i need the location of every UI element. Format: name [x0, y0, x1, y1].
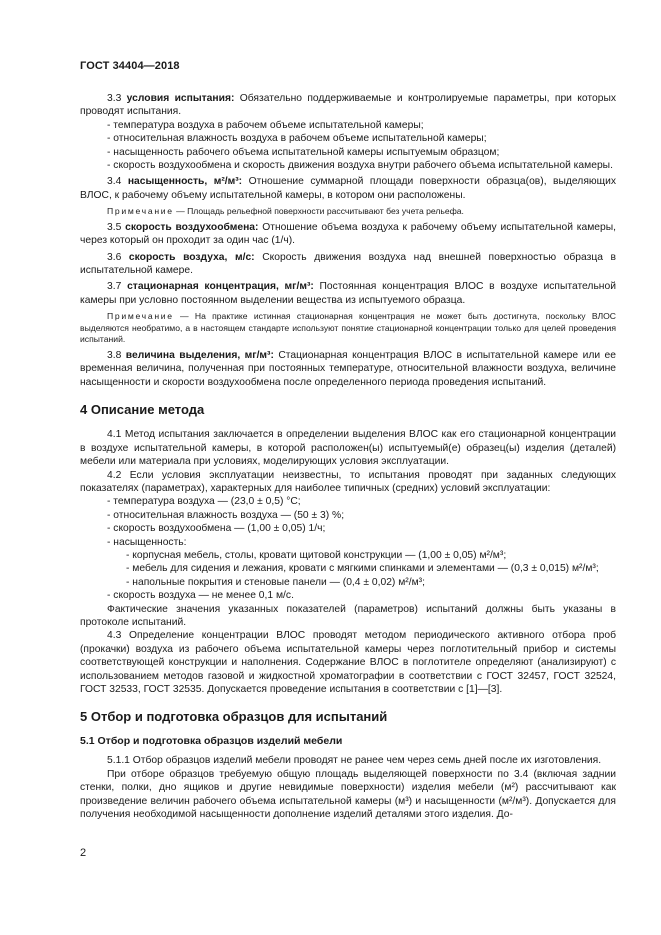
note-1: Примечание — Площадь рельефной поверхности рассчитывают без учета рельефа. — [107, 206, 464, 217]
list-item: - относительная влажность воздуха в рабочем объеме испытательной камеры; — [107, 133, 487, 145]
list-item: - температура воздуха в рабочем объеме испытательной камеры; — [107, 119, 424, 131]
sub-list-item: - корпусная мебель, столы, кровати щитовой конструкции — (1,00 ± 0,05) м²/м³; — [126, 549, 507, 561]
definition-3-5: 3.5 скорость воздухообмена: Отношение объема воздуха к рабочему объему испытательной камеры, через который он проходит за один час (1/ч). — [80, 221, 616, 247]
list-item: - скорость воздухообмена — (1,00 ± 0,05) 1/ч; — [107, 523, 326, 535]
term-3-7: стационарная концентрация, мг/м³: — [127, 281, 314, 293]
sub-list-item: - напольные покрытия и стеновые панели — (0,4 ± 0,02) м²/м³; — [126, 576, 425, 588]
definition-3-7: 3.7 стационарная концентрация, мг/м³: Постоянная концентрация ВЛОС в воздухе испытательной камеры при условно постоянном выделении вещества из испытуемого образца. — [80, 281, 616, 306]
note-2: Примечание — На практике истинная стационарная концентрация не может быть достигнута, поскольку ВЛОС выделяются необратимо, а в настоящем стандарте используют понятие стационарной концентрации только для целей проведения испытаний. — [80, 311, 616, 345]
page-content — [80, 92, 616, 821]
paragraph-4-1: 4.1 Метод испытания заключается в определении выделения ВЛОС как его стационарной концентрации в воздухе испытательной камеры, в которой расположен(ы) испытуемый(е) образец(ы) изделия (деталей) мебели или материала при условиях, моделирующих условия эксплуатации. — [80, 429, 616, 468]
list-item: - температура воздуха — (23,0 ± 0,5) °С; — [107, 496, 301, 508]
paragraph-5-1-1-b: При отборе образцов требуемую общую площадь выделяющей поверхности по 3.4 (включая заднии стенки, полки, дно ящиков и другие невидимые поверхности) изделия мебели (м²) рассчитывают как произведение величин рабочего объема испытательной камеры (м³) и насыщенности (м²/м³). Допускается для получения необходимой насыщенности дополнение изделий деталями этого изделия. До- — [80, 768, 616, 821]
term-3-5: скорость воздухообмена: — [125, 221, 259, 233]
section-5-heading: 5 Отбор и подготовка образцов для испытаний — [80, 709, 388, 725]
sub-list-item: - мебель для сидения и лежания, кровати с мягкими спинками и элементами — (0,3 ± 0,015) м²/м³; — [126, 563, 599, 575]
running-header: ГОСТ 34404—2018 — [80, 60, 180, 72]
section-4-heading: 4 Описание метода — [80, 402, 205, 418]
note-label: Примечание — [107, 206, 174, 217]
definition-3-6: 3.6 скорость воздуха, м/с: Скорость движения воздуха над внешней поверхностью образца в испытательной камере. — [80, 251, 616, 277]
note-label: Примечание — [107, 311, 174, 322]
definition-3-8: 3.8 величина выделения, мг/м³: Стационарная концентрация ВЛОС в испытательной камере или ее временная величина, полученная при постоянных температуре, относительной влажности воздуха, величине насыщенности и скорости воздухообмена после определенного периода проведения испытаний. — [80, 350, 616, 388]
list-item: - скорость воздуха — не менее 0,1 м/с. — [107, 590, 294, 602]
term-3-3: условия испытания: — [126, 93, 235, 104]
paragraph-5-1-1: 5.1.1 Отбор образцов изделий мебели проводят не ранее чем через семь дней после их изготовления. — [107, 755, 602, 767]
paragraph-4-2-end: Фактические значения указанных показателей (параметров) испытаний должны быть указаны в протоколе испытаний. — [80, 603, 616, 628]
list-item: - насыщенность рабочего объема испытательной камеры испытуемым образцом; — [107, 146, 500, 158]
subsection-5-1-heading: 5.1 Отбор и подготовка образцов изделий мебели — [80, 735, 343, 748]
definition-3-4: 3.4 насыщенность, м²/м³: Отношение суммарной площади поверхности образца(ов), выделяющих ВЛОС, к рабочему объему испытательной камеры, в котором они расположены. — [80, 176, 616, 201]
term-3-4: насыщенность, м²/м³: — [127, 176, 243, 188]
list-item: - относительная влажность воздуха — (50 ± 3) %; — [107, 509, 345, 521]
term-3-8: величина выделения, мг/м³: — [125, 350, 274, 362]
list-item: - скорость воздухообмена и скорость движения воздуха внутри рабочего объема испытательной камеры. — [107, 160, 613, 172]
term-3-6: скорость воздуха, м/с: — [128, 251, 255, 263]
paragraph-4-3: 4.3 Определение концентрации ВЛОС проводят методом периодического активного отбора проб (прокачки) воздуха из рабочего объема испытательной камеры через поглотительный прибор и системы соответствующей конструкции и наполнения. Содержание ВЛОС в поглотителе определяют (анализируют) с использованием методов газовой и жидкостной хроматографии в соответствии с ГОСТ 32457, ГОСТ 32524, ГОСТ 32533, ГОСТ 32535. Допускается проведение испытания в соответствии с [1]—[3]. — [80, 630, 616, 695]
paragraph-4-2: 4.2 Если условия эксплуатации неизвестны, то испытания проводят при заданных следующих показателях (параметрах), характерных для наиболее типичных (средних) условий эксплуатации: — [80, 469, 616, 494]
list-item: - насыщенность: — [107, 536, 187, 548]
definition-3-3: 3.3 условия испытания: Обязательно поддерживаемые и контролируемые параметры, при которых проводят испытания. — [80, 93, 616, 118]
page-number: 2 — [80, 847, 87, 859]
